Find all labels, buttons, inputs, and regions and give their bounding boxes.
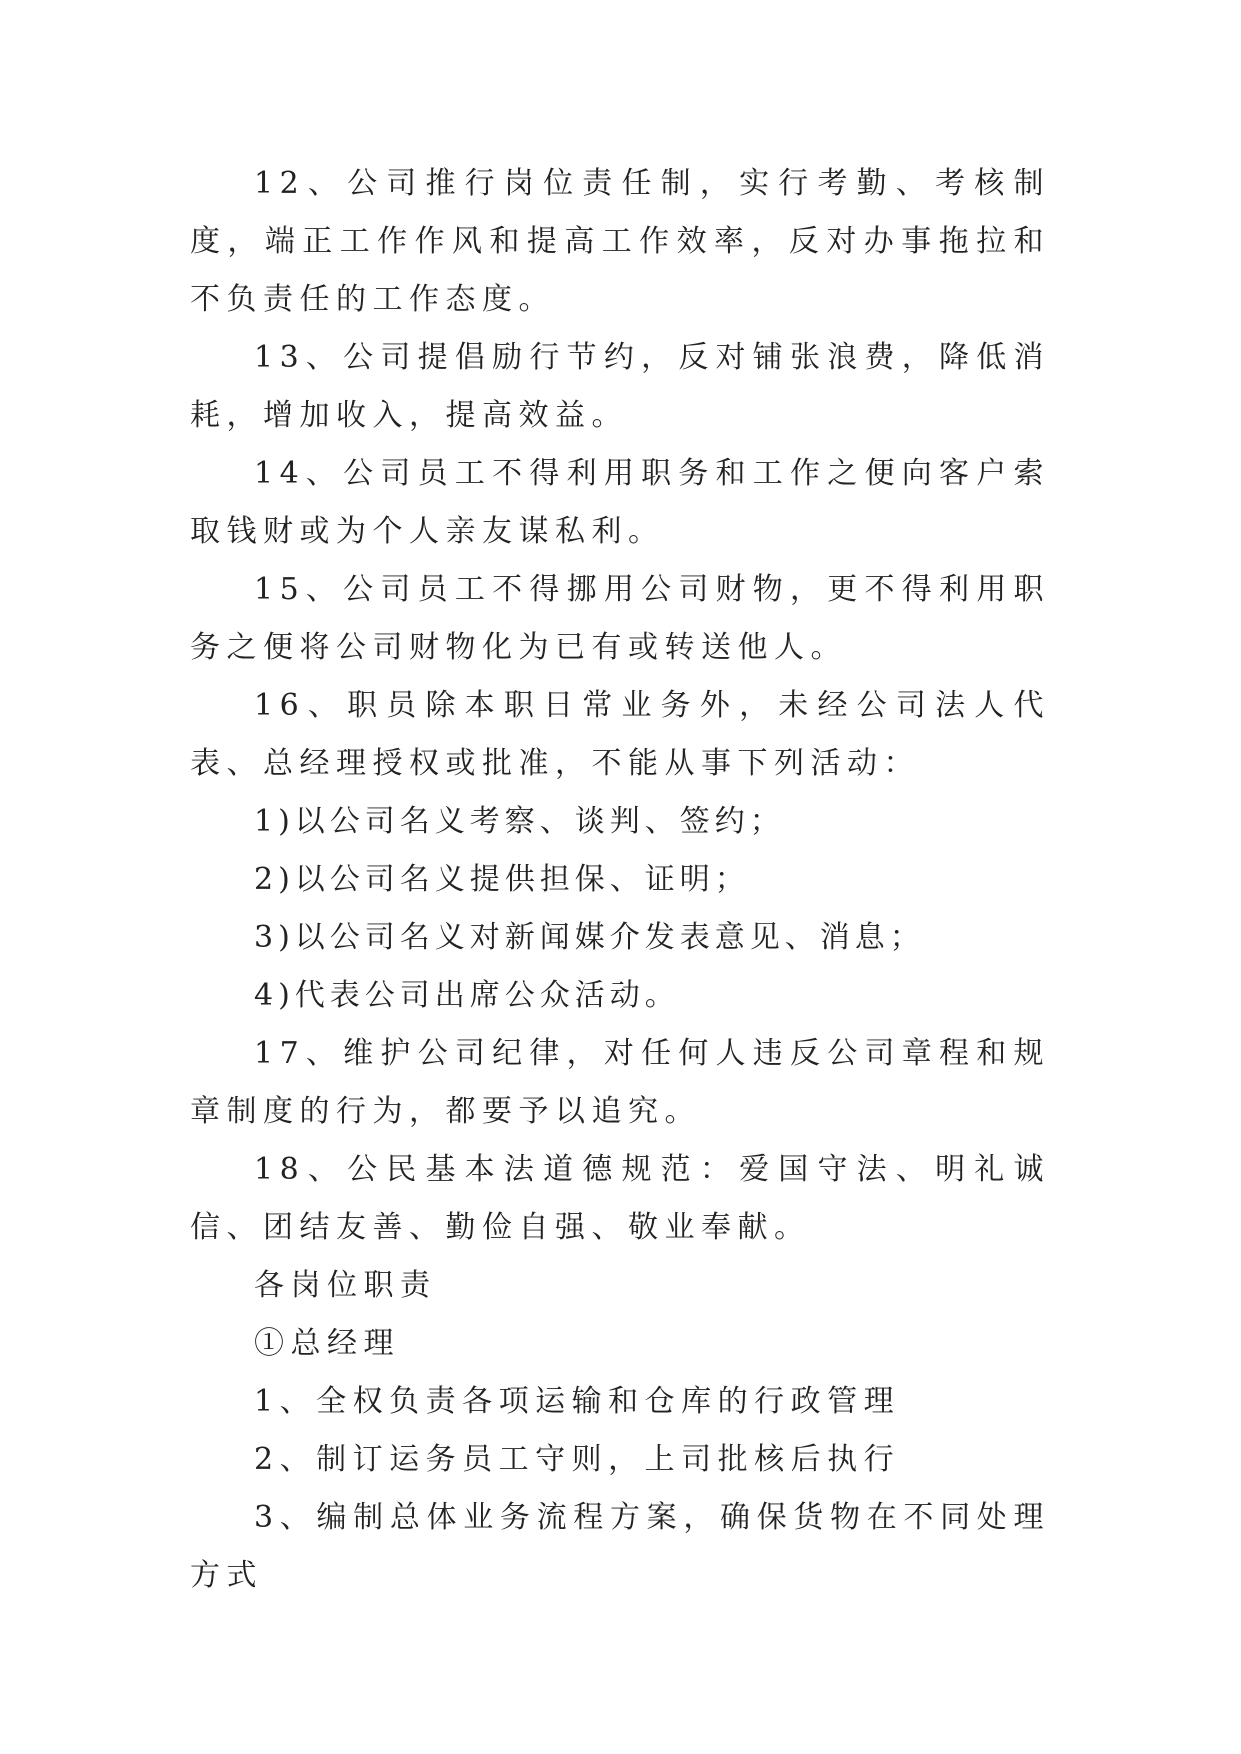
list-item-4: 4)代表公司出席公众活动。	[254, 978, 680, 1013]
paragraph-17: 17、维护公司纪律，对任何人违反公司章程和规章制度的行为，都要予以追究。	[190, 1036, 1050, 1129]
paragraph-12: 12、公司推行岗位责任制，实行考勤、考核制度，端正工作作风和提高工作效率，反对办事拖拉和不负责任的工作态度。	[190, 166, 1050, 317]
subsection-heading: ①总经理	[254, 1326, 400, 1361]
paragraph-14: 14、公司员工不得利用职务和工作之便向客户索取钱财或为个人亲友谋私利。	[190, 456, 1050, 549]
duty-item-3: 3、编制总体业务流程方案，确保货物在不同处理方式	[190, 1500, 1050, 1593]
duty-item-1: 1、全权负责各项运输和仓库的行政管理	[254, 1384, 901, 1419]
section-heading: 各岗位职责	[254, 1268, 437, 1303]
document-page	[190, 155, 1050, 1605]
paragraph-13: 13、公司提倡励行节约，反对铺张浪费，降低消耗，增加收入，提高效益。	[190, 340, 1050, 433]
duty-item-2: 2、制订运务员工守则，上司批核后执行	[254, 1442, 901, 1477]
list-item-2: 2)以公司名义提供担保、证明；	[254, 862, 750, 897]
list-item-3: 3)以公司名义对新闻媒介发表意见、消息；	[254, 920, 925, 955]
paragraph-15: 15、公司员工不得挪用公司财物，更不得利用职务之便将公司财物化为已有或转送他人。	[190, 572, 1050, 665]
paragraph-16: 16、职员除本职日常业务外，未经公司法人代表、总经理授权或批准，不能从事下列活动：	[190, 688, 1050, 781]
list-item-1: 1)以公司名义考察、谈判、签约；	[254, 804, 785, 839]
paragraph-18: 18、公民基本法道德规范：爱国守法、明礼诚信、团结友善、勤俭自强、敬业奉献。	[190, 1152, 1050, 1245]
